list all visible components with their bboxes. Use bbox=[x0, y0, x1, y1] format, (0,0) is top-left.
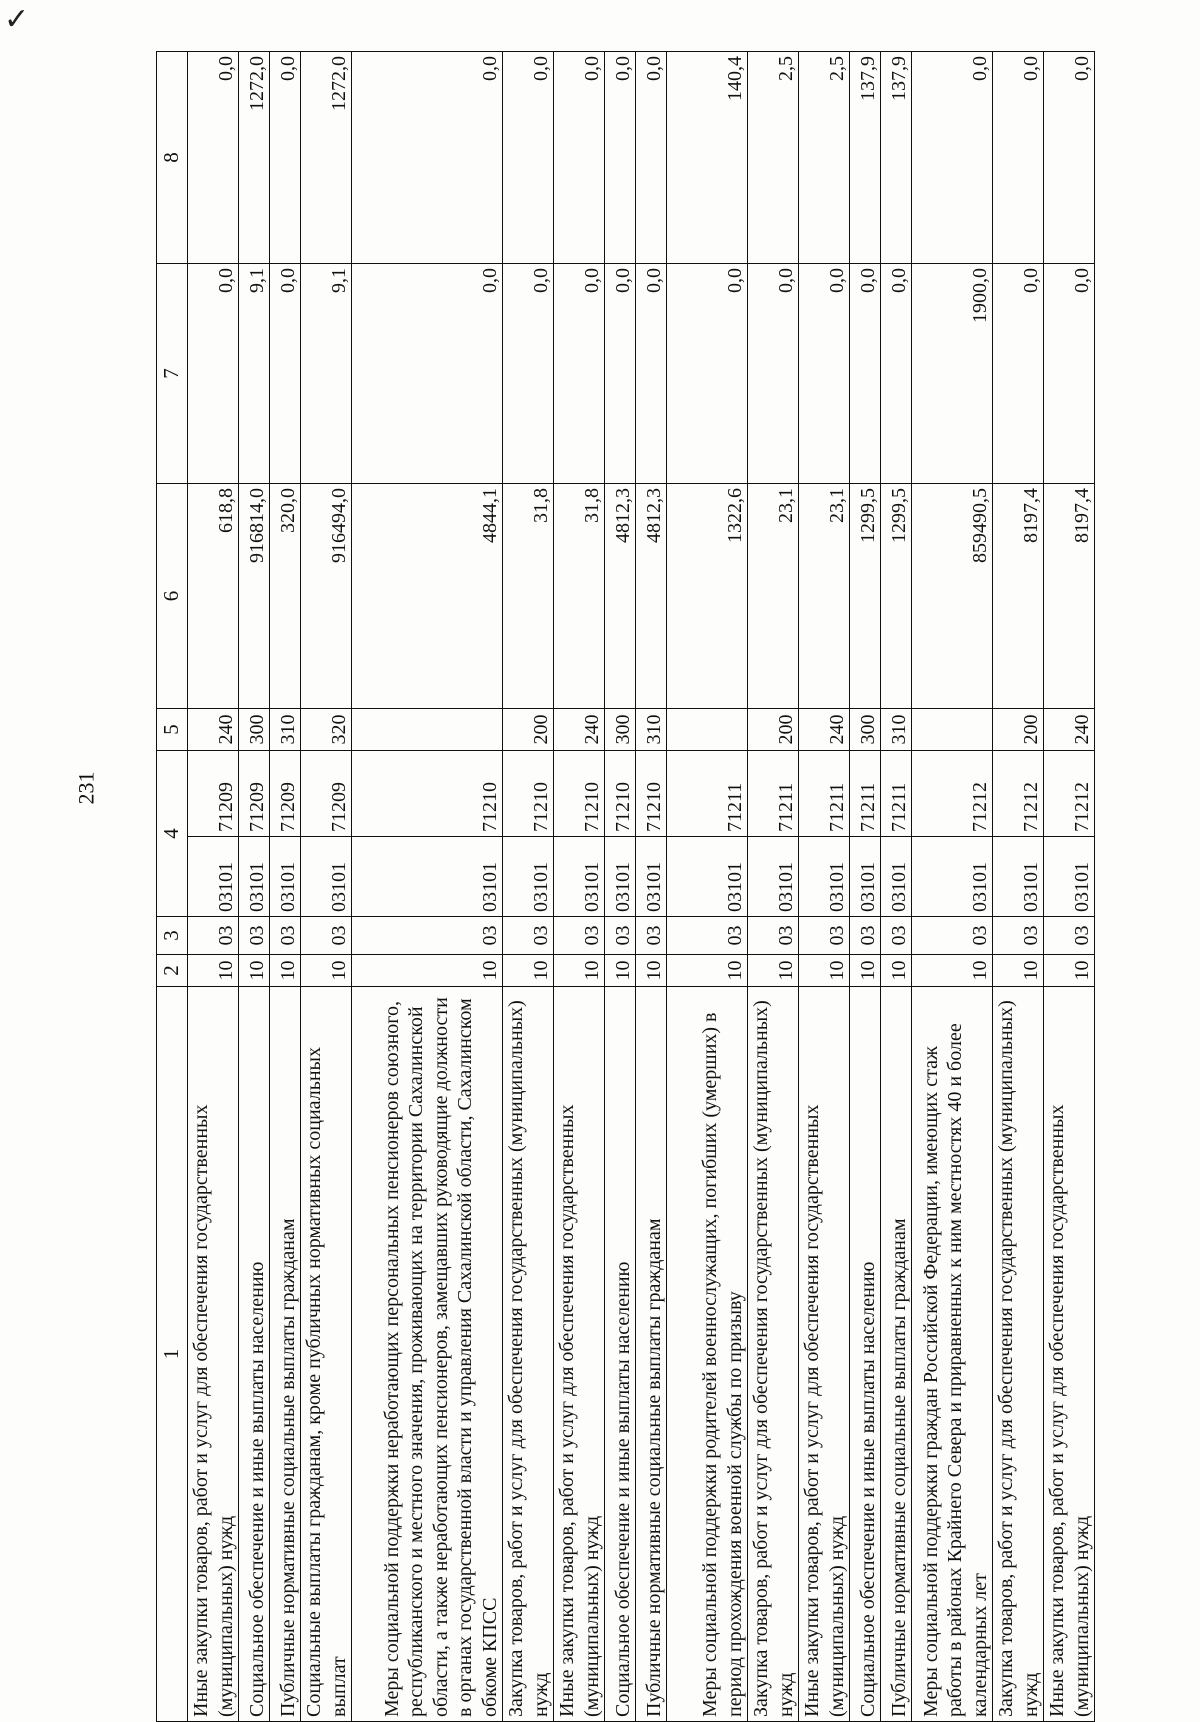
row-name-cell: Меры социальной поддержки неработающих персональных пенсионеров союзного, республиканского и местного значения, проживающих на территории Сахалинской области, а также неработающих пенсионеров, замещавших руководящие должности в органах государственной власти и управления Сахалинской области, Сахалинском обкоме КПСС bbox=[352, 987, 503, 1722]
subsection-code-cell: 03 bbox=[239, 917, 270, 955]
subsection-code-cell: 03 bbox=[799, 917, 850, 955]
expense-type-cell: 240 bbox=[799, 709, 850, 751]
program-code-cell: 03101 bbox=[993, 837, 1044, 917]
direction-code-cell: 71211 bbox=[667, 751, 748, 837]
amount-cell: 1322,6 bbox=[667, 484, 748, 709]
header-cell: 3 bbox=[157, 917, 188, 955]
header-cell: 6 bbox=[157, 484, 188, 709]
subsection-code-cell: 03 bbox=[352, 917, 503, 955]
federal-amount-cell: 9,1 bbox=[239, 264, 270, 484]
program-code-cell: 03101 bbox=[301, 837, 352, 917]
municipal-amount-cell: 1272,0 bbox=[301, 52, 352, 264]
section-code-cell: 10 bbox=[270, 955, 301, 987]
federal-amount-cell: 0,0 bbox=[270, 264, 301, 484]
program-code-cell: 03101 bbox=[188, 837, 239, 917]
amount-cell: 23,1 bbox=[748, 484, 799, 709]
municipal-amount-cell: 0,0 bbox=[554, 52, 605, 264]
direction-code-cell: 71212 bbox=[1044, 751, 1095, 837]
direction-code-cell: 71209 bbox=[301, 751, 352, 837]
federal-amount-cell: 0,0 bbox=[554, 264, 605, 484]
amount-cell: 1299,5 bbox=[881, 484, 912, 709]
subsection-code-cell: 03 bbox=[993, 917, 1044, 955]
direction-code-cell: 71210 bbox=[605, 751, 636, 837]
expense-type-cell bbox=[667, 709, 748, 751]
table-row bbox=[912, 52, 993, 1722]
municipal-amount-cell: 0,0 bbox=[993, 52, 1044, 264]
row-name-cell: Социальное обеспечение и иные выплаты населению bbox=[605, 987, 636, 1722]
subsection-code-cell: 03 bbox=[850, 917, 881, 955]
program-code-cell: 03101 bbox=[636, 837, 667, 917]
subsection-code-cell: 03 bbox=[503, 917, 554, 955]
table-row bbox=[188, 52, 239, 1722]
amount-cell: 31,8 bbox=[503, 484, 554, 709]
subsection-code-cell: 03 bbox=[605, 917, 636, 955]
amount-cell: 23,1 bbox=[799, 484, 850, 709]
expense-type-cell: 240 bbox=[1044, 709, 1095, 751]
program-code-cell: 03101 bbox=[912, 837, 993, 917]
direction-code-cell: 71212 bbox=[912, 751, 993, 837]
table-row bbox=[554, 52, 605, 1722]
table-row bbox=[270, 52, 301, 1722]
direction-code-cell: 71209 bbox=[188, 751, 239, 837]
header-cell: 1 bbox=[157, 987, 188, 1722]
federal-amount-cell: 0,0 bbox=[636, 264, 667, 484]
section-code-cell: 10 bbox=[881, 955, 912, 987]
amount-cell: 31,8 bbox=[554, 484, 605, 709]
amount-cell: 4812,3 bbox=[636, 484, 667, 709]
federal-amount-cell: 1900,0 bbox=[912, 264, 993, 484]
federal-amount-cell: 0,0 bbox=[352, 264, 503, 484]
expense-type-cell bbox=[352, 709, 503, 751]
municipal-amount-cell: 137,9 bbox=[881, 52, 912, 264]
federal-amount-cell: 0,0 bbox=[503, 264, 554, 484]
page-number: 231 bbox=[73, 771, 99, 805]
municipal-amount-cell: 0,0 bbox=[270, 52, 301, 264]
section-code-cell: 10 bbox=[239, 955, 270, 987]
table-row bbox=[799, 52, 850, 1722]
subsection-code-cell: 03 bbox=[1044, 917, 1095, 955]
direction-code-cell: 71211 bbox=[881, 751, 912, 837]
row-name-cell: Социальное обеспечение и иные выплаты населению bbox=[850, 987, 881, 1722]
direction-code-cell: 71212 bbox=[993, 751, 1044, 837]
header-cell: 4 bbox=[157, 751, 188, 917]
section-code-cell: 10 bbox=[850, 955, 881, 987]
municipal-amount-cell: 2,5 bbox=[748, 52, 799, 264]
section-code-cell: 10 bbox=[748, 955, 799, 987]
table-row bbox=[850, 52, 881, 1722]
row-name-cell: Иные закупки товаров, работ и услуг для обеспечения государственных (муниципальных) нужд bbox=[554, 987, 605, 1722]
table-row bbox=[667, 52, 748, 1722]
federal-amount-cell: 0,0 bbox=[748, 264, 799, 484]
program-code-cell: 03101 bbox=[667, 837, 748, 917]
federal-amount-cell: 0,0 bbox=[605, 264, 636, 484]
amount-cell: 8197,4 bbox=[1044, 484, 1095, 709]
expense-type-cell: 310 bbox=[270, 709, 301, 751]
direction-code-cell: 71211 bbox=[748, 751, 799, 837]
rotated-table-container bbox=[156, 52, 1200, 1722]
table-row bbox=[503, 52, 554, 1722]
expense-type-cell: 240 bbox=[554, 709, 605, 751]
table-row bbox=[352, 52, 503, 1722]
row-name-cell: Иные закупки товаров, работ и услуг для обеспечения государственных (муниципальных) нужд bbox=[1044, 987, 1095, 1722]
row-name-cell: Меры социальной поддержки родителей военнослужащих, погибших (умерших) в период прохождения военной службы по призыву bbox=[667, 987, 748, 1722]
header-cell: 2 bbox=[157, 955, 188, 987]
section-code-cell: 10 bbox=[188, 955, 239, 987]
subsection-code-cell: 03 bbox=[554, 917, 605, 955]
subsection-code-cell: 03 bbox=[270, 917, 301, 955]
table-row bbox=[881, 52, 912, 1722]
amount-cell: 1299,5 bbox=[850, 484, 881, 709]
municipal-amount-cell: 137,9 bbox=[850, 52, 881, 264]
header-cell: 8 bbox=[157, 52, 188, 264]
municipal-amount-cell: 0,0 bbox=[1044, 52, 1095, 264]
program-code-cell: 03101 bbox=[1044, 837, 1095, 917]
direction-code-cell: 71210 bbox=[554, 751, 605, 837]
amount-cell: 320,0 bbox=[270, 484, 301, 709]
federal-amount-cell: 0,0 bbox=[799, 264, 850, 484]
municipal-amount-cell: 0,0 bbox=[636, 52, 667, 264]
section-code-cell: 10 bbox=[636, 955, 667, 987]
federal-amount-cell: 0,0 bbox=[850, 264, 881, 484]
subsection-code-cell: 03 bbox=[748, 917, 799, 955]
header-cell: 5 bbox=[157, 709, 188, 751]
program-code-cell: 03101 bbox=[605, 837, 636, 917]
section-code-cell: 10 bbox=[605, 955, 636, 987]
program-code-cell: 03101 bbox=[554, 837, 605, 917]
table-row bbox=[301, 52, 352, 1722]
direction-code-cell: 71210 bbox=[352, 751, 503, 837]
program-code-cell: 03101 bbox=[503, 837, 554, 917]
amount-cell: 859490,5 bbox=[912, 484, 993, 709]
table-row bbox=[636, 52, 667, 1722]
municipal-amount-cell: 140,4 bbox=[667, 52, 748, 264]
subsection-code-cell: 03 bbox=[636, 917, 667, 955]
expense-type-cell: 310 bbox=[881, 709, 912, 751]
direction-code-cell: 71210 bbox=[503, 751, 554, 837]
federal-amount-cell: 0,0 bbox=[667, 264, 748, 484]
budget-table bbox=[156, 51, 1095, 1722]
municipal-amount-cell: 1272,0 bbox=[239, 52, 270, 264]
amount-cell: 4812,3 bbox=[605, 484, 636, 709]
expense-type-cell: 310 bbox=[636, 709, 667, 751]
amount-cell: 8197,4 bbox=[993, 484, 1044, 709]
direction-code-cell: 71211 bbox=[850, 751, 881, 837]
section-code-cell: 10 bbox=[912, 955, 993, 987]
row-name-cell: Публичные нормативные социальные выплаты гражданам bbox=[881, 987, 912, 1722]
municipal-amount-cell: 0,0 bbox=[352, 52, 503, 264]
subsection-code-cell: 03 bbox=[188, 917, 239, 955]
expense-type-cell: 200 bbox=[503, 709, 554, 751]
expense-type-cell: 240 bbox=[188, 709, 239, 751]
program-code-cell: 03101 bbox=[799, 837, 850, 917]
program-code-cell: 03101 bbox=[352, 837, 503, 917]
row-name-cell: Публичные нормативные социальные выплаты гражданам bbox=[270, 987, 301, 1722]
program-code-cell: 03101 bbox=[748, 837, 799, 917]
subsection-code-cell: 03 bbox=[667, 917, 748, 955]
row-name-cell: Иные закупки товаров, работ и услуг для обеспечения государственных (муниципальных) нужд bbox=[188, 987, 239, 1722]
row-name-cell: Публичные нормативные социальные выплаты гражданам bbox=[636, 987, 667, 1722]
subsection-code-cell: 03 bbox=[881, 917, 912, 955]
amount-cell: 916494,0 bbox=[301, 484, 352, 709]
table-row bbox=[993, 52, 1044, 1722]
expense-type-cell bbox=[912, 709, 993, 751]
expense-type-cell: 300 bbox=[239, 709, 270, 751]
municipal-amount-cell: 2,5 bbox=[799, 52, 850, 264]
program-code-cell: 03101 bbox=[881, 837, 912, 917]
section-code-cell: 10 bbox=[1044, 955, 1095, 987]
expense-type-cell: 300 bbox=[850, 709, 881, 751]
municipal-amount-cell: 0,0 bbox=[188, 52, 239, 264]
check-mark-icon: ✓ bbox=[4, 2, 30, 37]
expense-type-cell: 320 bbox=[301, 709, 352, 751]
section-code-cell: 10 bbox=[301, 955, 352, 987]
subsection-code-cell: 03 bbox=[301, 917, 352, 955]
section-code-cell: 10 bbox=[352, 955, 503, 987]
amount-cell: 4844,1 bbox=[352, 484, 503, 709]
direction-code-cell: 71211 bbox=[799, 751, 850, 837]
section-code-cell: 10 bbox=[667, 955, 748, 987]
federal-amount-cell: 0,0 bbox=[993, 264, 1044, 484]
program-code-cell: 03101 bbox=[239, 837, 270, 917]
amount-cell: 916814,0 bbox=[239, 484, 270, 709]
section-code-cell: 10 bbox=[993, 955, 1044, 987]
row-name-cell: Иные закупки товаров, работ и услуг для обеспечения государственных (муниципальных) нужд bbox=[799, 987, 850, 1722]
header-cell: 7 bbox=[157, 264, 188, 484]
amount-cell: 618,8 bbox=[188, 484, 239, 709]
direction-code-cell: 71209 bbox=[270, 751, 301, 837]
municipal-amount-cell: 0,0 bbox=[912, 52, 993, 264]
federal-amount-cell: 0,0 bbox=[188, 264, 239, 484]
expense-type-cell: 200 bbox=[748, 709, 799, 751]
table-row bbox=[239, 52, 270, 1722]
program-code-cell: 03101 bbox=[270, 837, 301, 917]
federal-amount-cell: 0,0 bbox=[1044, 264, 1095, 484]
table-row bbox=[1044, 52, 1095, 1722]
subsection-code-cell: 03 bbox=[912, 917, 993, 955]
table-header-row bbox=[157, 52, 188, 1722]
section-code-cell: 10 bbox=[503, 955, 554, 987]
expense-type-cell: 200 bbox=[993, 709, 1044, 751]
row-name-cell: Закупка товаров, работ и услуг для обеспечения государственных (муниципальных) нужд bbox=[993, 987, 1044, 1722]
federal-amount-cell: 9,1 bbox=[301, 264, 352, 484]
municipal-amount-cell: 0,0 bbox=[503, 52, 554, 264]
expense-type-cell: 300 bbox=[605, 709, 636, 751]
table-row bbox=[605, 52, 636, 1722]
direction-code-cell: 71210 bbox=[636, 751, 667, 837]
row-name-cell: Меры социальной поддержки граждан Российской Федерации, имеющих стаж работы в районах Крайнего Севера и приравненных к ним местностях 40 и более календарных лет bbox=[912, 987, 993, 1722]
row-name-cell: Социальное обеспечение и иные выплаты населению bbox=[239, 987, 270, 1722]
table-row bbox=[748, 52, 799, 1722]
direction-code-cell: 71209 bbox=[239, 751, 270, 837]
section-code-cell: 10 bbox=[799, 955, 850, 987]
municipal-amount-cell: 0,0 bbox=[605, 52, 636, 264]
row-name-cell: Социальные выплаты гражданам, кроме публичных нормативных социальных выплат bbox=[301, 987, 352, 1722]
row-name-cell: Закупка товаров, работ и услуг для обеспечения государственных (муниципальных) нужд bbox=[503, 987, 554, 1722]
section-code-cell: 10 bbox=[554, 955, 605, 987]
program-code-cell: 03101 bbox=[850, 837, 881, 917]
federal-amount-cell: 0,0 bbox=[881, 264, 912, 484]
table-body bbox=[188, 52, 1095, 1722]
row-name-cell: Закупка товаров, работ и услуг для обеспечения государственных (муниципальных) нужд bbox=[748, 987, 799, 1722]
